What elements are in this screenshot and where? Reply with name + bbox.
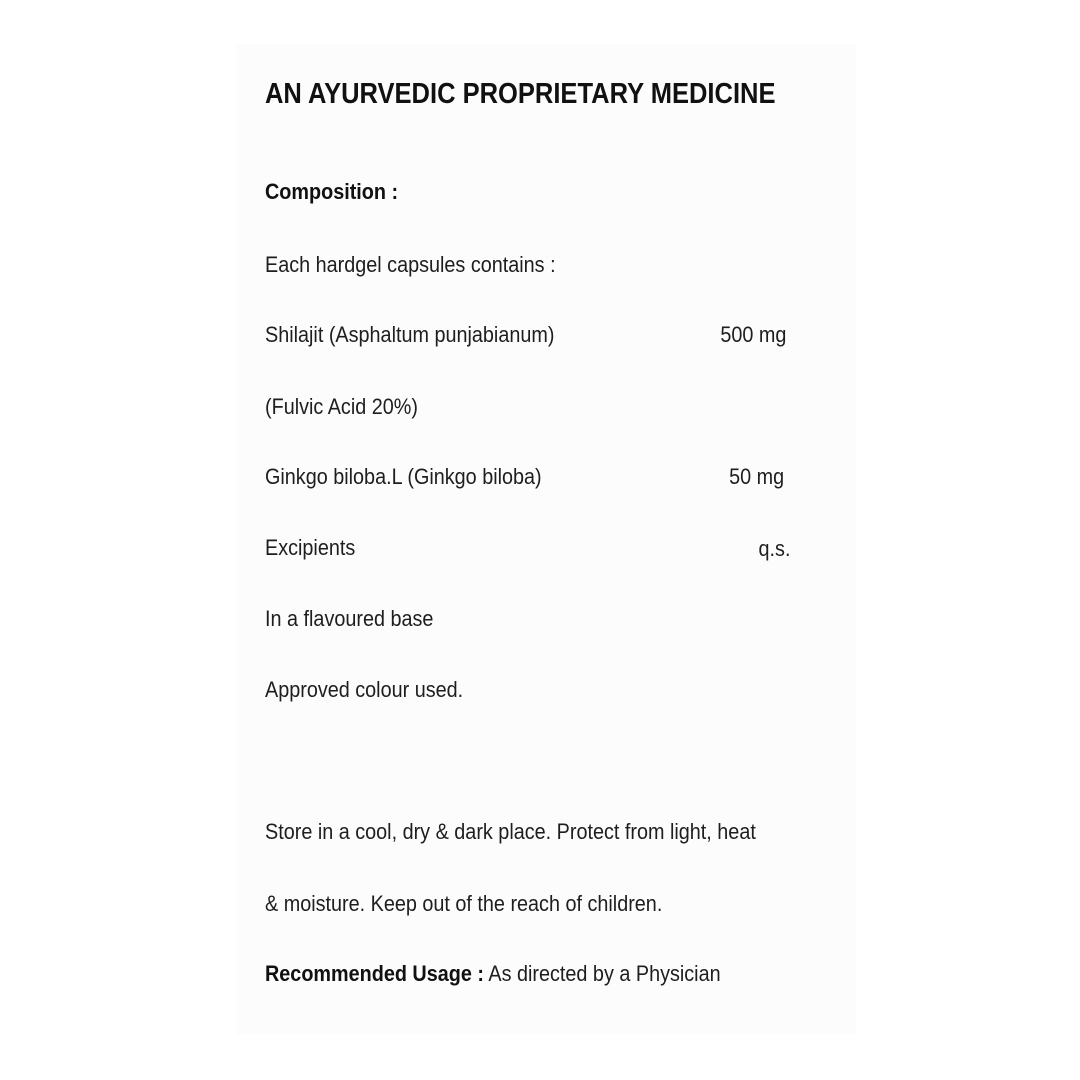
- ingredient-amount-ginkgo: 50 mg: [728, 464, 784, 489]
- usage-label: Recommended Usage :: [265, 961, 484, 986]
- usage-text: As directed by a Physician: [488, 961, 721, 986]
- storage-line-1: Store in a cool, dry & dark place. Protect from light, heat: [265, 819, 756, 844]
- ingredient-name-ginkgo: Ginkgo biloba.L (Ginkgo biloba): [265, 464, 542, 489]
- composition-heading: Composition :: [265, 179, 399, 204]
- storage-line-2: & moisture. Keep out of the reach of children.: [265, 891, 663, 916]
- ingredient-name-shilajit: Shilajit (Asphaltum punjabianum): [265, 322, 555, 347]
- ingredient-name-fulvic-acid: (Fulvic Acid 20%): [265, 394, 418, 419]
- page-title: AN AYURVEDIC PROPRIETARY MEDICINE: [265, 78, 776, 110]
- ingredient-amount-excipients: q.s.: [758, 536, 790, 561]
- ingredient-name-excipients: Excipients: [265, 535, 356, 560]
- ingredient-amount-shilajit: 500 mg: [719, 322, 786, 347]
- colour-note: Approved colour used.: [265, 677, 464, 702]
- base-note: In a flavoured base: [265, 606, 434, 631]
- usage-line: [265, 960, 721, 988]
- composition-intro: Each hardgel capsules contains :: [265, 252, 556, 277]
